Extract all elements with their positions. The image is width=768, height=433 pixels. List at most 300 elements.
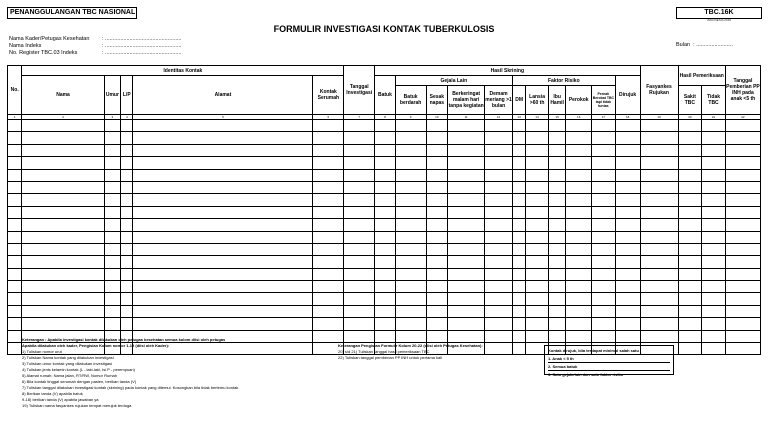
table-cell[interactable] [121,231,133,243]
table-cell[interactable] [485,268,513,280]
table-cell[interactable] [344,318,375,330]
table-cell[interactable] [22,169,104,181]
table-cell[interactable] [22,318,104,330]
table-cell[interactable] [615,231,640,243]
table-cell[interactable] [426,281,448,293]
table-cell[interactable] [725,343,760,355]
table-cell[interactable] [548,144,565,156]
table-cell[interactable] [592,268,616,280]
table-cell[interactable] [448,305,485,317]
table-cell[interactable] [375,243,396,255]
table-cell[interactable] [121,120,133,132]
table-cell[interactable] [725,144,760,156]
table-cell[interactable] [448,120,485,132]
table-cell[interactable] [121,132,133,144]
table-cell[interactable] [592,318,616,330]
table-cell[interactable] [448,157,485,169]
table-cell[interactable] [8,194,22,206]
table-cell[interactable] [121,157,133,169]
table-cell[interactable] [344,305,375,317]
table-cell[interactable] [512,157,525,169]
table-cell[interactable] [678,144,702,156]
table-cell[interactable] [615,305,640,317]
table-cell[interactable] [395,144,426,156]
table-cell[interactable] [104,281,120,293]
table-cell[interactable] [22,144,104,156]
table-cell[interactable] [395,281,426,293]
table-cell[interactable] [678,231,702,243]
table-cell[interactable] [592,281,616,293]
table-cell[interactable] [548,318,565,330]
table-cell[interactable] [592,219,616,231]
table-cell[interactable] [566,120,592,132]
table-cell[interactable] [313,268,344,280]
table-cell[interactable] [426,231,448,243]
table-cell[interactable] [725,219,760,231]
table-cell[interactable] [640,206,678,218]
table-cell[interactable] [133,318,313,330]
table-cell[interactable] [395,132,426,144]
table-cell[interactable] [615,268,640,280]
table-cell[interactable] [121,281,133,293]
table-cell[interactable] [133,144,313,156]
table-cell[interactable] [615,219,640,231]
table-cell[interactable] [133,293,313,305]
table-cell[interactable] [426,169,448,181]
table-cell[interactable] [8,181,22,193]
table-cell[interactable] [448,256,485,268]
table-cell[interactable] [615,330,640,342]
table-cell[interactable] [526,157,549,169]
table-cell[interactable] [725,181,760,193]
table-cell[interactable] [375,219,396,231]
table-cell[interactable] [375,169,396,181]
table-cell[interactable] [375,132,396,144]
table-cell[interactable] [375,330,396,342]
table-cell[interactable] [22,293,104,305]
table-cell[interactable] [104,268,120,280]
table-cell[interactable] [426,318,448,330]
table-cell[interactable] [615,157,640,169]
table-cell[interactable] [512,281,525,293]
table-cell[interactable] [8,157,22,169]
table-cell[interactable] [678,305,702,317]
table-cell[interactable] [426,330,448,342]
table-cell[interactable] [592,157,616,169]
table-cell[interactable] [344,281,375,293]
table-cell[interactable] [512,293,525,305]
table-cell[interactable] [104,256,120,268]
table-cell[interactable] [615,181,640,193]
table-cell[interactable] [8,243,22,255]
table-cell[interactable] [344,144,375,156]
table-cell[interactable] [526,169,549,181]
table-cell[interactable] [512,219,525,231]
table-cell[interactable] [615,132,640,144]
table-cell[interactable] [640,132,678,144]
table-cell[interactable] [395,268,426,280]
table-cell[interactable] [395,231,426,243]
table-cell[interactable] [375,157,396,169]
table-cell[interactable] [526,231,549,243]
table-cell[interactable] [395,169,426,181]
table-cell[interactable] [395,219,426,231]
table-cell[interactable] [592,231,616,243]
table-cell[interactable] [344,120,375,132]
table-cell[interactable] [592,144,616,156]
table-cell[interactable] [8,268,22,280]
table-cell[interactable] [512,194,525,206]
table-cell[interactable] [725,231,760,243]
table-cell[interactable] [426,120,448,132]
table-cell[interactable] [121,206,133,218]
table-cell[interactable] [426,219,448,231]
table-cell[interactable] [104,231,120,243]
table-cell[interactable] [678,281,702,293]
table-cell[interactable] [395,305,426,317]
table-cell[interactable] [592,169,616,181]
table-cell[interactable] [395,256,426,268]
table-cell[interactable] [485,293,513,305]
table-cell[interactable] [375,194,396,206]
table-cell[interactable] [426,144,448,156]
table-cell[interactable] [104,194,120,206]
table-cell[interactable] [702,144,726,156]
table-cell[interactable] [640,120,678,132]
table-cell[interactable] [8,231,22,243]
table-cell[interactable] [678,194,702,206]
table-cell[interactable] [640,243,678,255]
table-cell[interactable] [640,281,678,293]
table-cell[interactable] [344,268,375,280]
table-cell[interactable] [640,144,678,156]
table-cell[interactable] [8,343,22,355]
table-cell[interactable] [485,231,513,243]
table-cell[interactable] [702,256,726,268]
table-cell[interactable] [426,268,448,280]
table-cell[interactable] [566,132,592,144]
table-cell[interactable] [566,206,592,218]
table-cell[interactable] [678,318,702,330]
meta-value[interactable]: : .................................................. [102,36,182,42]
table-cell[interactable] [313,144,344,156]
table-cell[interactable] [104,305,120,317]
table-cell[interactable] [566,157,592,169]
table-cell[interactable] [448,206,485,218]
table-cell[interactable] [448,243,485,255]
table-cell[interactable] [592,293,616,305]
table-cell[interactable] [678,169,702,181]
table-cell[interactable] [485,157,513,169]
table-cell[interactable] [592,256,616,268]
table-cell[interactable] [512,120,525,132]
table-cell[interactable] [725,194,760,206]
table-cell[interactable] [133,206,313,218]
table-cell[interactable] [725,305,760,317]
table-cell[interactable] [640,305,678,317]
table-cell[interactable] [448,293,485,305]
table-cell[interactable] [592,120,616,132]
table-cell[interactable] [426,206,448,218]
table-cell[interactable] [548,169,565,181]
table-cell[interactable] [426,181,448,193]
table-cell[interactable] [448,219,485,231]
table-cell[interactable] [375,181,396,193]
table-cell[interactable] [615,206,640,218]
table-cell[interactable] [678,243,702,255]
table-cell[interactable] [702,231,726,243]
table-cell[interactable] [8,256,22,268]
table-cell[interactable] [8,281,22,293]
table-cell[interactable] [133,157,313,169]
table-cell[interactable] [104,243,120,255]
table-cell[interactable] [448,169,485,181]
table-cell[interactable] [725,256,760,268]
table-cell[interactable] [8,169,22,181]
table-cell[interactable] [512,256,525,268]
table-cell[interactable] [485,219,513,231]
table-cell[interactable] [678,343,702,355]
table-cell[interactable] [678,120,702,132]
table-cell[interactable] [133,243,313,255]
table-cell[interactable] [526,132,549,144]
table-cell[interactable] [375,231,396,243]
table-cell[interactable] [22,256,104,268]
table-cell[interactable] [566,305,592,317]
table-cell[interactable] [133,132,313,144]
table-cell[interactable] [725,293,760,305]
table-cell[interactable] [615,194,640,206]
table-cell[interactable] [395,293,426,305]
table-cell[interactable] [485,120,513,132]
table-cell[interactable] [725,318,760,330]
table-cell[interactable] [344,206,375,218]
table-cell[interactable] [448,194,485,206]
table-cell[interactable] [702,169,726,181]
table-cell[interactable] [485,169,513,181]
table-cell[interactable] [592,194,616,206]
table-cell[interactable] [725,330,760,342]
table-cell[interactable] [526,281,549,293]
table-cell[interactable] [725,157,760,169]
table-cell[interactable] [133,305,313,317]
table-cell[interactable] [313,132,344,144]
table-cell[interactable] [526,268,549,280]
table-cell[interactable] [702,318,726,330]
table-cell[interactable] [133,268,313,280]
table-cell[interactable] [485,281,513,293]
table-cell[interactable] [702,343,726,355]
table-cell[interactable] [313,194,344,206]
table-cell[interactable] [22,181,104,193]
bulan-value[interactable]: : ........................ [693,42,733,48]
table-cell[interactable] [395,318,426,330]
table-cell[interactable] [640,169,678,181]
table-cell[interactable] [512,169,525,181]
table-cell[interactable] [566,243,592,255]
table-cell[interactable] [512,305,525,317]
table-cell[interactable] [8,305,22,317]
table-cell[interactable] [426,243,448,255]
table-cell[interactable] [512,243,525,255]
table-cell[interactable] [702,268,726,280]
table-cell[interactable] [526,194,549,206]
table-cell[interactable] [725,206,760,218]
table-cell[interactable] [725,243,760,255]
table-cell[interactable] [592,243,616,255]
table-cell[interactable] [448,132,485,144]
table-cell[interactable] [104,169,120,181]
table-cell[interactable] [22,120,104,132]
table-cell[interactable] [121,318,133,330]
table-cell[interactable] [615,318,640,330]
table-cell[interactable] [678,132,702,144]
table-cell[interactable] [313,330,344,342]
table-cell[interactable] [344,169,375,181]
table-cell[interactable] [448,330,485,342]
table-cell[interactable] [313,206,344,218]
table-cell[interactable] [615,243,640,255]
table-cell[interactable] [104,157,120,169]
table-cell[interactable] [448,231,485,243]
table-cell[interactable] [640,268,678,280]
table-cell[interactable] [121,268,133,280]
table-cell[interactable] [725,169,760,181]
table-cell[interactable] [702,120,726,132]
table-cell[interactable] [725,120,760,132]
table-cell[interactable] [485,206,513,218]
table-cell[interactable] [566,268,592,280]
table-cell[interactable] [8,132,22,144]
table-cell[interactable] [566,194,592,206]
table-cell[interactable] [133,169,313,181]
table-cell[interactable] [485,243,513,255]
table-cell[interactable] [725,268,760,280]
table-cell[interactable] [344,132,375,144]
table-cell[interactable] [702,132,726,144]
table-cell[interactable] [678,293,702,305]
table-cell[interactable] [485,194,513,206]
table-cell[interactable] [375,281,396,293]
table-cell[interactable] [344,231,375,243]
table-cell[interactable] [725,132,760,144]
table-cell[interactable] [512,144,525,156]
table-cell[interactable] [8,219,22,231]
table-cell[interactable] [344,194,375,206]
table-cell[interactable] [448,144,485,156]
table-cell[interactable] [8,144,22,156]
table-cell[interactable] [592,305,616,317]
table-cell[interactable] [121,169,133,181]
table-cell[interactable] [395,181,426,193]
table-cell[interactable] [592,330,616,342]
table-cell[interactable] [375,206,396,218]
table-cell[interactable] [375,144,396,156]
table-cell[interactable] [121,181,133,193]
table-cell[interactable] [104,144,120,156]
table-cell[interactable] [375,318,396,330]
table-cell[interactable] [22,281,104,293]
table-cell[interactable] [615,120,640,132]
table-cell[interactable] [640,330,678,342]
table-cell[interactable] [104,293,120,305]
table-cell[interactable] [344,330,375,342]
table-cell[interactable] [526,181,549,193]
table-cell[interactable] [678,157,702,169]
table-cell[interactable] [485,256,513,268]
table-cell[interactable] [702,206,726,218]
table-cell[interactable] [548,181,565,193]
table-cell[interactable] [313,157,344,169]
table-cell[interactable] [592,132,616,144]
table-cell[interactable] [640,293,678,305]
table-cell[interactable] [702,157,726,169]
table-cell[interactable] [104,318,120,330]
table-cell[interactable] [548,281,565,293]
table-cell[interactable] [592,206,616,218]
table-cell[interactable] [640,256,678,268]
table-cell[interactable] [702,219,726,231]
table-cell[interactable] [313,293,344,305]
table-cell[interactable] [121,194,133,206]
table-cell[interactable] [344,256,375,268]
table-cell[interactable] [375,120,396,132]
table-cell[interactable] [133,120,313,132]
table-cell[interactable] [344,293,375,305]
table-cell[interactable] [426,157,448,169]
table-cell[interactable] [702,194,726,206]
table-cell[interactable] [121,256,133,268]
table-cell[interactable] [548,243,565,255]
table-cell[interactable] [678,268,702,280]
table-cell[interactable] [133,181,313,193]
table-cell[interactable] [395,157,426,169]
table-cell[interactable] [448,181,485,193]
table-cell[interactable] [640,181,678,193]
table-cell[interactable] [313,305,344,317]
table-cell[interactable] [485,132,513,144]
table-cell[interactable] [548,194,565,206]
table-cell[interactable] [566,318,592,330]
table-cell[interactable] [548,120,565,132]
table-cell[interactable] [22,243,104,255]
table-cell[interactable] [22,305,104,317]
table-cell[interactable] [702,330,726,342]
table-cell[interactable] [548,206,565,218]
table-cell[interactable] [526,330,549,342]
table-cell[interactable] [485,144,513,156]
table-cell[interactable] [678,256,702,268]
table-cell[interactable] [512,132,525,144]
table-cell[interactable] [426,132,448,144]
table-cell[interactable] [395,120,426,132]
table-cell[interactable] [526,120,549,132]
table-cell[interactable] [548,293,565,305]
table-cell[interactable] [615,281,640,293]
table-cell[interactable] [344,219,375,231]
table-cell[interactable] [566,219,592,231]
table-cell[interactable] [344,243,375,255]
table-cell[interactable] [133,194,313,206]
table-cell[interactable] [22,231,104,243]
table-cell[interactable] [512,318,525,330]
table-cell[interactable] [313,219,344,231]
table-cell[interactable] [485,305,513,317]
table-cell[interactable] [548,132,565,144]
table-cell[interactable] [678,330,702,342]
table-cell[interactable] [485,343,513,355]
table-cell[interactable] [615,169,640,181]
